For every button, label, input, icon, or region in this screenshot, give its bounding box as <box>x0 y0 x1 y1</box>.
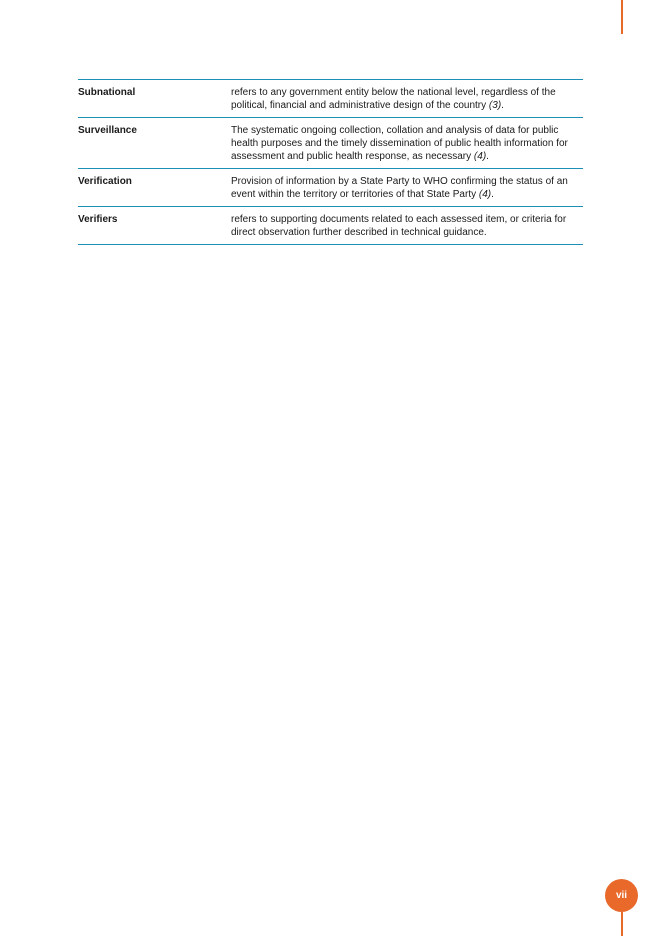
glossary-definition <box>231 124 583 163</box>
citation: (4) <box>478 189 492 200</box>
definition-end: . <box>491 189 494 200</box>
glossary-row-verification <box>78 169 583 207</box>
definition-text: refers to supporting documents related to each assessed item, or criteria for direct observation further described in technical guidance. <box>231 214 567 238</box>
top-accent-rule <box>621 0 623 34</box>
page-number-badge <box>605 879 638 912</box>
glossary-term: Verification <box>78 176 132 187</box>
bottom-accent-rule <box>621 912 623 936</box>
page-number: vii <box>615 890 628 901</box>
definition-text: The systematic ongoing collection, collation and analysis of data for public health purposes and the timely dissemination of public health information for assessment and public health response, as necessary <box>231 125 568 162</box>
definition-text: refers to any government entity below the national level, regardless of the political, financial and administrative design of the country <box>231 87 556 111</box>
glossary-definition <box>231 86 583 112</box>
glossary-definition <box>231 175 583 201</box>
citation: (4) <box>473 151 487 162</box>
definition-end: . <box>486 151 489 162</box>
glossary-term: Subnational <box>78 87 136 98</box>
glossary-term: Surveillance <box>78 125 137 136</box>
glossary-term: Verifiers <box>78 214 118 225</box>
glossary-row-surveillance <box>78 118 583 169</box>
definition-text: Provision of information by a State Party to WHO confirming the status of an event within the territory or territories of that State Party <box>231 176 568 200</box>
glossary-row-subnational <box>78 80 583 118</box>
definition-end: . <box>501 100 504 111</box>
glossary-definition <box>231 213 583 239</box>
glossary-table <box>78 79 583 245</box>
glossary-row-verifiers <box>78 207 583 245</box>
citation: (3) <box>488 100 502 111</box>
